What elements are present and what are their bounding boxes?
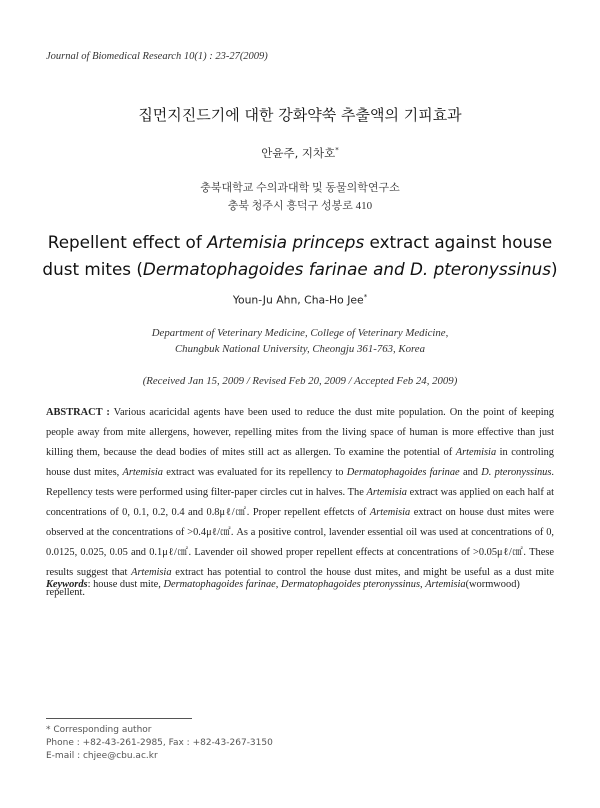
english-affiliation-line-2: Chungbuk National University, Cheongju 361-763, Korea: [174, 343, 425, 355]
korean-affiliation-line-2: 충북 청주시 흥덕구 성봉로 410: [227, 200, 373, 212]
english-authors: Youn-Ju Ahn, Cha-Ho Jee*: [232, 293, 368, 307]
english-affiliation-line-1: Department of Veterinary Medicine, College of Veterinary Medicine,: [151, 327, 449, 339]
received-dates: (Received Jan 15, 2009 / Revised Feb 20, 2009 / Accepted Feb 24, 2009): [142, 375, 458, 387]
footnote-phone: Phone : +82-43-261-2985, Fax : +82-43-267-3150: [46, 738, 273, 748]
abstract: ABSTRACT : Various acaricidal agents have been used to reduce the dust mite population. On the point of keeping people away from mite allergens, however, repelling mites from the living space of human is more effective than just killing them, because the dead bodies of mites still act as allergen. To examine the potential of Artemisia in controling house dust mites, Artemisia extract was evaluated for its repellency to Dermatophagoides farinae and D. pteronyssinus. Repellency tests were performed using filter-paper circles cut in halves. The Artemisia extract was applied on each half at concentrations of 0, 0.1, 0.2, 0.4 and 0.8μℓ/㎠. Proper repellent effetcts of Artemisia extract on house dust mites were observed at the concentrations of >0.4μℓ/㎠. As a positive control, lavender essential oil was used at concentrations of 0, 0.0125, 0.025, 0.05 and 0.1μℓ/㎠. Lavender oil showed proper repellent effects at concentrations of >0.05μℓ/㎠. These results suggest that Artemisia extract has potential to control the house dust mites, and might be useful as a dust mite repellent.: [46, 407, 555, 598]
korean-title: 집먼지진드기에 대한 강화약쑥 추출액의 기피효과: [138, 106, 462, 124]
corresponding-mark-en: *: [363, 293, 368, 301]
keywords: Keywords: house dust mite, Dermatophagoides farinae, Dermatophagoides pteronyssinus, Artemisia(wormwood): [46, 579, 520, 590]
korean-affiliation-line-1: 충북대학교 수의과대학 및 동물의학연구소: [200, 182, 400, 194]
journal-citation: Journal of Biomedical Research 10(1) : 23-27(2009): [46, 51, 268, 62]
corresponding-mark: *: [335, 146, 339, 155]
footnote-divider: [46, 718, 192, 719]
english-title: Repellent effect of Artemisia princeps extract against house dust mites (Dermatophagoides farinae and D. pteronyssinus): [42, 232, 558, 279]
korean-authors: 안윤주, 지차호*: [261, 146, 339, 160]
footnote-corresponding: * Corresponding author: [46, 725, 152, 735]
abstract-label: ABSTRACT :: [46, 407, 110, 418]
keywords-label: Keywords: [46, 579, 88, 590]
footnote-email: E-mail : chjee@cbu.ac.kr: [46, 751, 158, 761]
